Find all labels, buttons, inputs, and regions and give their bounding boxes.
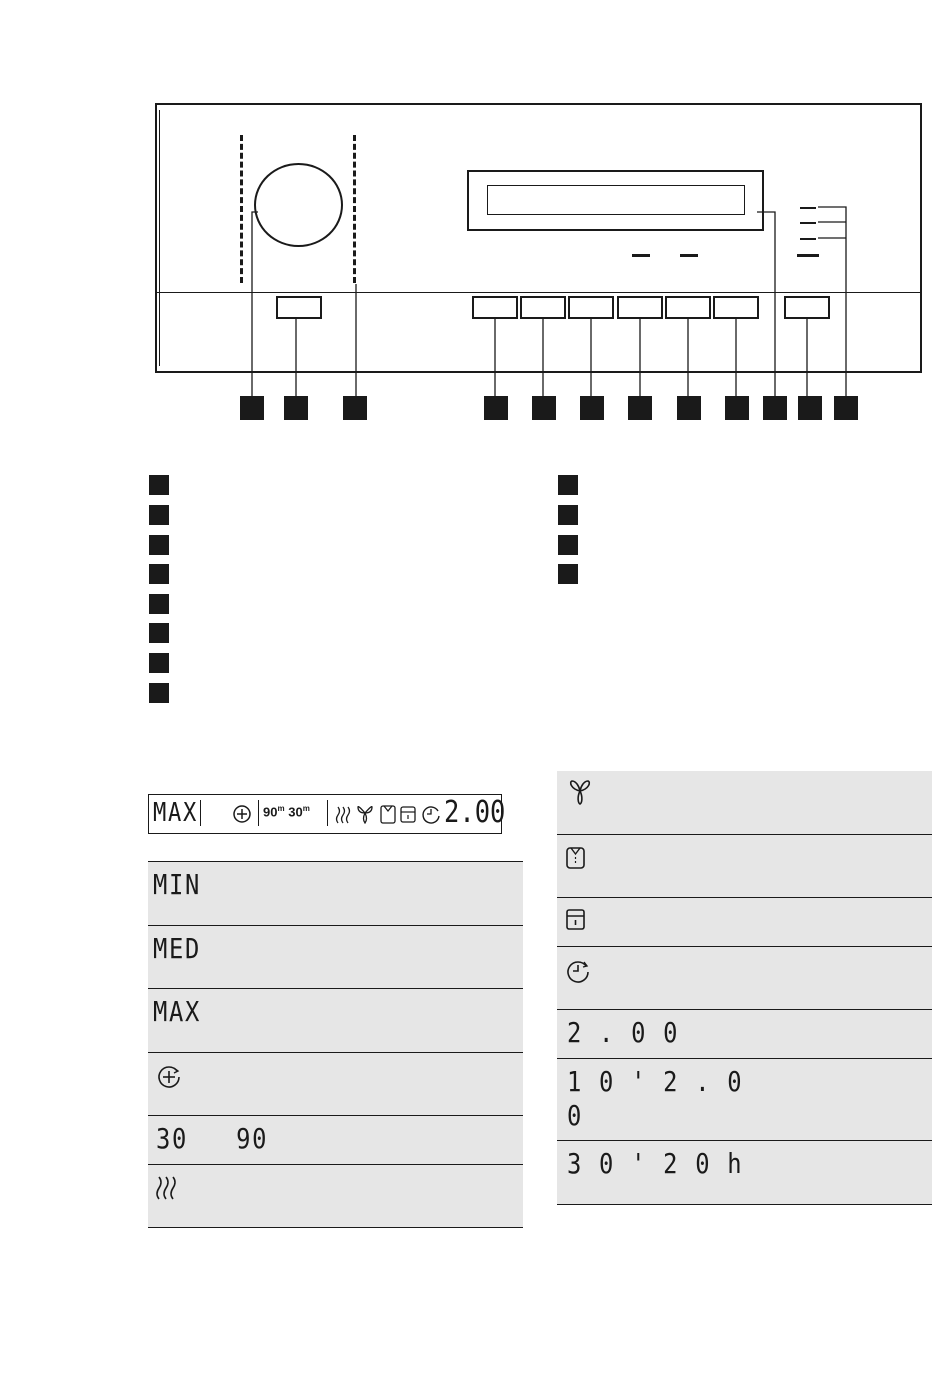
legend-marker-6 (149, 623, 169, 643)
legend-marker-11 (558, 535, 578, 555)
callout-marker-11 (798, 396, 822, 420)
legend-marker-5 (149, 594, 169, 614)
plus-cycle-icon (156, 1063, 182, 1089)
strip-heat-waves-icon (335, 805, 353, 825)
door-lock-icon (565, 908, 587, 932)
strip-unit-a: m (277, 804, 285, 813)
table-row (148, 989, 523, 1053)
table-row (557, 947, 932, 1010)
med-text-symbol: MED (153, 932, 202, 965)
delay-timer-icon (565, 957, 591, 983)
table-row (557, 1010, 932, 1059)
max-text-symbol: MAX (153, 995, 202, 1028)
strip-unit-b: m (302, 804, 310, 813)
legend-marker-10 (558, 505, 578, 525)
table-row (148, 1165, 523, 1228)
time-range-text-line2: 0 (567, 1099, 584, 1132)
callout-marker-6 (580, 396, 604, 420)
time-text: 2 . 0 0 (567, 1016, 680, 1049)
legend-marker-3 (149, 535, 169, 555)
strip-separator-3 (327, 800, 328, 826)
strip-time-value: 2.00 (444, 795, 506, 830)
leader-lines (0, 0, 950, 420)
heat-waves-icon (154, 1175, 180, 1201)
strip-fan-icon (355, 803, 375, 825)
table-row (557, 835, 932, 898)
strip-door-lock-icon (399, 805, 417, 825)
delay-range-text: 3 0 ' 2 0 h (567, 1147, 744, 1180)
fan-icon (567, 779, 593, 807)
strip-separator-2 (258, 800, 259, 826)
table-row (557, 1141, 932, 1205)
strip-plus-cycle-icon (231, 803, 253, 825)
table-row (148, 926, 523, 989)
strip-level-text: MAX (153, 798, 199, 828)
legend-marker-7 (149, 653, 169, 673)
callout-marker-12 (834, 396, 858, 420)
shirt-icon (565, 845, 587, 871)
legend-marker-2 (149, 505, 169, 525)
callout-marker-7 (628, 396, 652, 420)
table-row (148, 1053, 523, 1116)
callout-marker-8 (677, 396, 701, 420)
legend-marker-12 (558, 564, 578, 584)
strip-delay-timer-icon (420, 803, 442, 825)
time-range-text: 1 0 ' 2 . 0 (567, 1065, 744, 1098)
table-row (557, 898, 932, 947)
strip-separator-1 (200, 800, 201, 826)
callout-marker-3 (343, 396, 367, 420)
strip-shirt-icon (379, 803, 397, 825)
callout-marker-5 (532, 396, 556, 420)
legend-marker-1 (149, 475, 169, 495)
callout-marker-4 (484, 396, 508, 420)
time-options-text: 30 90 (156, 1122, 269, 1155)
legend-marker-9 (558, 475, 578, 495)
callout-marker-9 (725, 396, 749, 420)
callout-marker-2 (284, 396, 308, 420)
callout-marker-10 (763, 396, 787, 420)
strip-time-a: 90 (263, 804, 278, 820)
table-row (557, 771, 932, 835)
strip-time-options (263, 804, 310, 819)
legend-marker-4 (149, 564, 169, 584)
table-row (557, 1059, 932, 1141)
table-row (148, 1116, 523, 1165)
strip-time-b: 30 (288, 804, 303, 820)
callout-marker-1 (240, 396, 264, 420)
legend-marker-8 (149, 683, 169, 703)
table-row (148, 862, 523, 926)
min-text-symbol: MIN (153, 868, 202, 901)
